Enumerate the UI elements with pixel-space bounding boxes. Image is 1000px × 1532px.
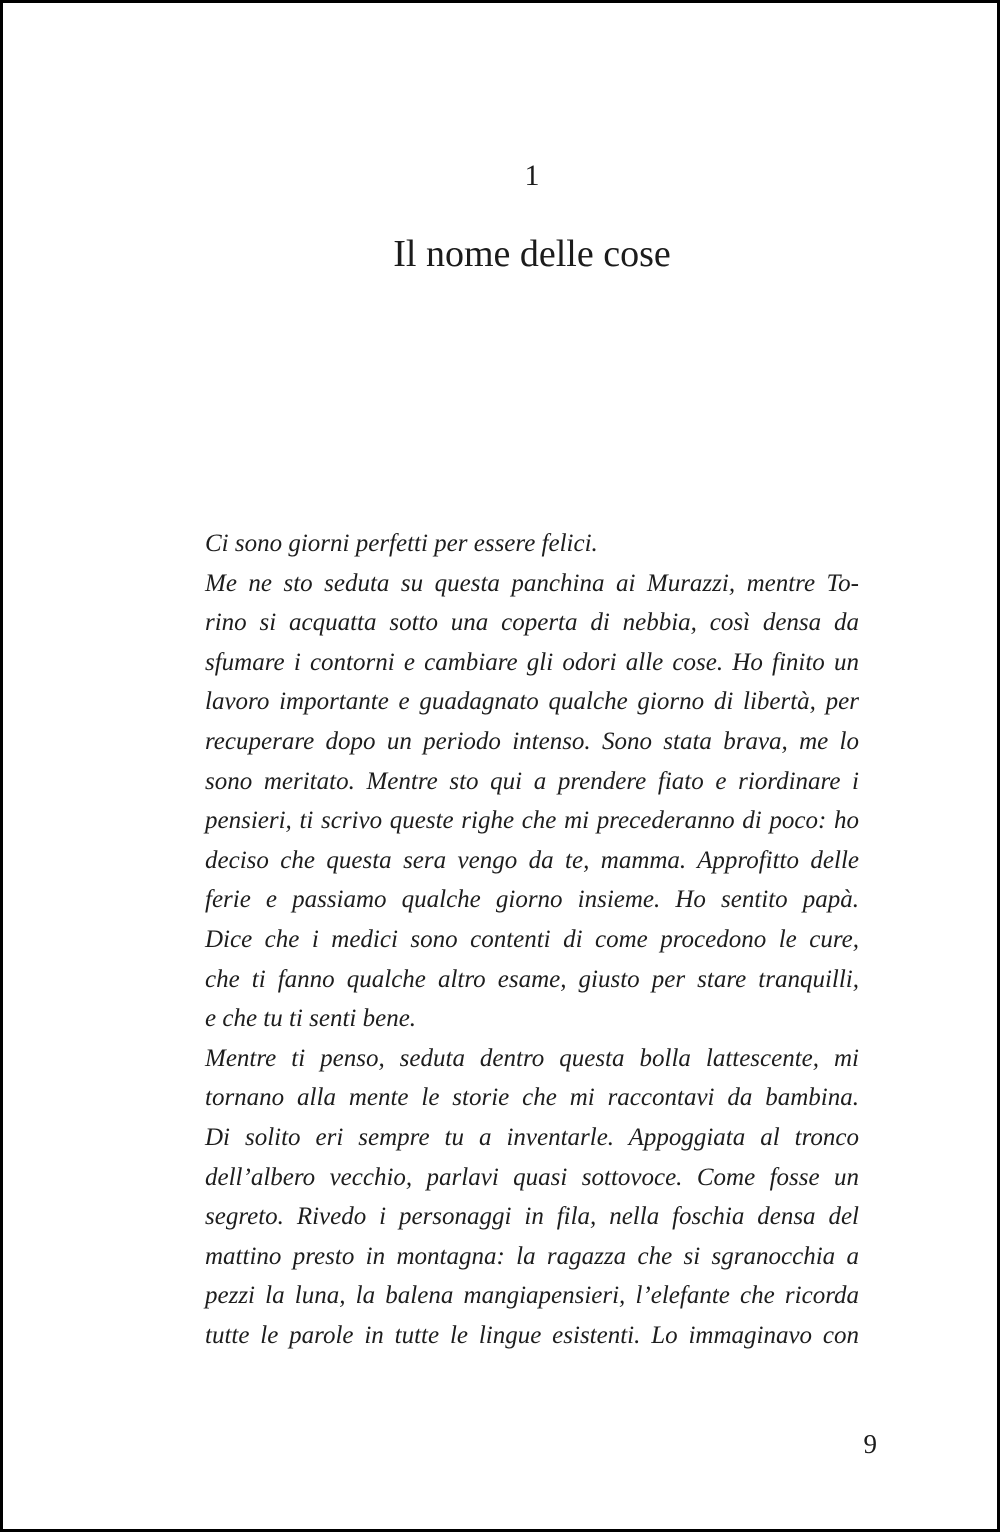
text-line: Mentre ti penso, seduta dentro questa bolla lattescente, mi — [205, 1044, 859, 1072]
text-line: e che tu ti senti bene. — [205, 1005, 417, 1033]
text-line: pensieri, ti scrivo queste righe che mi precederanno di poco: ho — [205, 807, 859, 835]
text-line: Ci sono giorni perfetti per essere felici. — [205, 530, 598, 557]
text-line: Di solito eri sempre tu a inventarle. Appoggiata al tronco — [205, 1123, 859, 1151]
chapter-title: Il nome delle cose — [393, 233, 671, 275]
text-line: sfumare i contorni e cambiare gli odori alle cose. Ho finito un — [205, 648, 859, 676]
text-line: recuperare dopo un periodo intenso. Sono stata brava, me lo — [205, 727, 859, 755]
text-line: Me ne sto seduta su questa panchina ai Murazzi, mentre To- — [205, 569, 859, 597]
text-line: rino si acquatta sotto una coperta di nebbia, così densa da — [205, 609, 859, 637]
text-line: segreto. Rivedo i personaggi in fila, nella foschia densa del — [205, 1203, 859, 1231]
text-line: che ti fanno qualche altro esame, giusto per stare tranquilli, — [205, 965, 859, 993]
body-text — [205, 524, 859, 1355]
text-line: ferie e passiamo qualche giorno insieme. Ho sentito papà. — [205, 886, 859, 914]
chapter-number: 1 — [524, 159, 540, 192]
text-line: sono meritato. Mentre sto qui a prendere fiato e riordinare i — [205, 767, 859, 795]
page-number: 9 — [863, 1429, 877, 1459]
text-line: tornano alla mente le storie che mi raccontavi da bambina. — [205, 1084, 859, 1112]
text-line: pezzi la luna, la balena mangiapensieri, l’elefante che ricorda — [205, 1282, 859, 1310]
text-line: lavoro importante e guadagnato qualche giorno di libertà, per — [205, 688, 859, 716]
text-line: mattino presto in montagna: la ragazza che si sgranocchia a — [205, 1242, 859, 1270]
text-line: tutte le parole in tutte le lingue esistenti. Lo immaginavo con — [205, 1321, 859, 1349]
text-line: deciso che questa sera vengo da te, mamma. Approfitto delle — [205, 846, 859, 874]
text-line: Dice che i medici sono contenti di come procedono le cure, — [205, 925, 859, 953]
text-line: dell’albero vecchio, parlavi quasi sottovoce. Come fosse un — [205, 1163, 859, 1191]
